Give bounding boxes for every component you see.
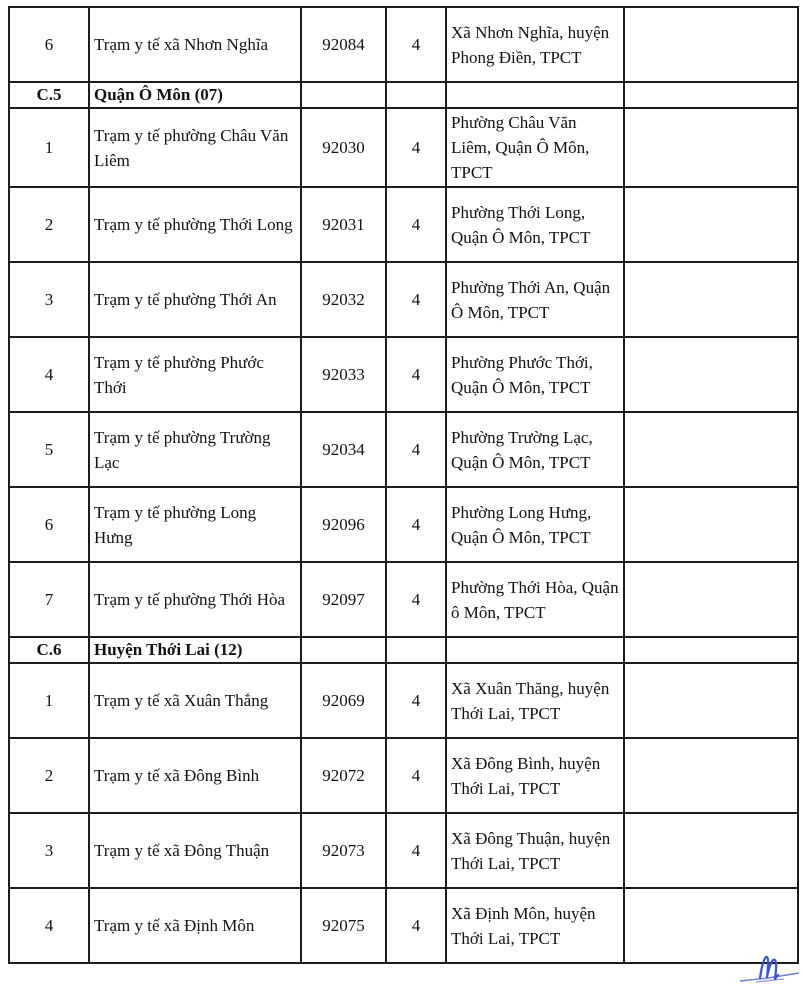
section-empty-cell <box>386 82 446 108</box>
table-row <box>9 7 798 82</box>
table-row <box>9 187 798 262</box>
cell-address: Xã Định Môn, huyện Thới Lai, TPCT <box>446 888 624 963</box>
cell-code: 92069 <box>301 663 386 738</box>
cell-address: Phường Châu Văn Liêm, Quận Ô Môn, TPCT <box>446 108 624 187</box>
cell-name: Trạm y tế xã Xuân Thắng <box>89 663 301 738</box>
cell-level: 4 <box>386 187 446 262</box>
cell-stt: 4 <box>9 888 89 963</box>
cell-stt: 2 <box>9 187 89 262</box>
cell-level: 4 <box>386 412 446 487</box>
section-header-row <box>9 637 798 663</box>
section-empty-cell <box>624 637 798 663</box>
cell-address: Xã Đông Thuận, huyện Thới Lai, TPCT <box>446 813 624 888</box>
health-stations-table <box>8 6 799 964</box>
cell-level: 4 <box>386 813 446 888</box>
cell-level: 4 <box>386 108 446 187</box>
cell-notes <box>624 7 798 82</box>
section-empty-cell <box>446 637 624 663</box>
cell-notes <box>624 738 798 813</box>
cell-code: 92084 <box>301 7 386 82</box>
section-id: C.5 <box>9 82 89 108</box>
cell-name: Trạm y tế phường Long Hưng <box>89 487 301 562</box>
cell-address: Xã Xuân Thăng, huyện Thới Lai, TPCT <box>446 663 624 738</box>
cell-address: Phường Phước Thới, Quận Ô Môn, TPCT <box>446 337 624 412</box>
cell-stt: 2 <box>9 738 89 813</box>
cell-notes <box>624 262 798 337</box>
section-empty-cell <box>301 82 386 108</box>
cell-notes <box>624 813 798 888</box>
table-row <box>9 262 798 337</box>
cell-name: Trạm y tế phường Phước Thới <box>89 337 301 412</box>
cell-stt: 1 <box>9 663 89 738</box>
table-row <box>9 663 798 738</box>
cell-notes <box>624 108 798 187</box>
cell-address: Xã Nhơn Nghĩa, huyện Phong Điền, TPCT <box>446 7 624 82</box>
cell-name: Trạm y tế xã Nhơn Nghĩa <box>89 7 301 82</box>
table-row <box>9 562 798 637</box>
cell-level: 4 <box>386 487 446 562</box>
cell-stt: 3 <box>9 813 89 888</box>
cell-address: Phường Thới Hòa, Quận ô Môn, TPCT <box>446 562 624 637</box>
section-empty-cell <box>386 637 446 663</box>
cell-code: 92075 <box>301 888 386 963</box>
cell-code: 92096 <box>301 487 386 562</box>
cell-notes <box>624 663 798 738</box>
cell-stt: 6 <box>9 487 89 562</box>
cell-level: 4 <box>386 738 446 813</box>
cell-name: Trạm y tế xã Đông Thuận <box>89 813 301 888</box>
section-title: Huyện Thới Lai (12) <box>89 637 301 663</box>
section-empty-cell <box>446 82 624 108</box>
section-header-row <box>9 82 798 108</box>
cell-stt: 1 <box>9 108 89 187</box>
cell-code: 92034 <box>301 412 386 487</box>
cell-name: Trạm y tế phường Thới Long <box>89 187 301 262</box>
table-row <box>9 108 798 187</box>
cell-name: Trạm y tế phường Thới Hòa <box>89 562 301 637</box>
cell-stt: 3 <box>9 262 89 337</box>
cell-notes <box>624 187 798 262</box>
cell-code: 92033 <box>301 337 386 412</box>
cell-notes <box>624 337 798 412</box>
cell-level: 4 <box>386 562 446 637</box>
cell-level: 4 <box>386 663 446 738</box>
cell-level: 4 <box>386 7 446 82</box>
cell-level: 4 <box>386 888 446 963</box>
table-row <box>9 813 798 888</box>
cell-name: Trạm y tế xã Đông Bình <box>89 738 301 813</box>
section-title: Quận Ô Môn (07) <box>89 82 301 108</box>
signature-mark <box>738 948 802 988</box>
table-row <box>9 888 798 963</box>
table-row <box>9 738 798 813</box>
cell-name: Trạm y tế xã Định Môn <box>89 888 301 963</box>
cell-name: Trạm y tế phường Thới An <box>89 262 301 337</box>
cell-notes <box>624 487 798 562</box>
table-row <box>9 487 798 562</box>
cell-address: Phường Thới Long, Quận Ô Môn, TPCT <box>446 187 624 262</box>
section-empty-cell <box>624 82 798 108</box>
cell-stt: 6 <box>9 7 89 82</box>
cell-stt: 5 <box>9 412 89 487</box>
cell-level: 4 <box>386 262 446 337</box>
cell-address: Phường Thới An, Quận Ô Môn, TPCT <box>446 262 624 337</box>
cell-code: 92030 <box>301 108 386 187</box>
section-empty-cell <box>301 637 386 663</box>
cell-address: Phường Long Hưng, Quận Ô Môn, TPCT <box>446 487 624 562</box>
table-row <box>9 337 798 412</box>
cell-code: 92032 <box>301 262 386 337</box>
cell-name: Trạm y tế phường Châu Văn Liêm <box>89 108 301 187</box>
cell-code: 92072 <box>301 738 386 813</box>
cell-address: Xã Đông Bình, huyện Thới Lai, TPCT <box>446 738 624 813</box>
section-id: C.6 <box>9 637 89 663</box>
cell-code: 92073 <box>301 813 386 888</box>
cell-notes <box>624 412 798 487</box>
cell-address: Phường Trường Lạc, Quận Ô Môn, TPCT <box>446 412 624 487</box>
cell-stt: 4 <box>9 337 89 412</box>
cell-code: 92031 <box>301 187 386 262</box>
table-row <box>9 412 798 487</box>
cell-level: 4 <box>386 337 446 412</box>
cell-stt: 7 <box>9 562 89 637</box>
cell-notes <box>624 562 798 637</box>
cell-code: 92097 <box>301 562 386 637</box>
cell-name: Trạm y tế phường Trường Lạc <box>89 412 301 487</box>
